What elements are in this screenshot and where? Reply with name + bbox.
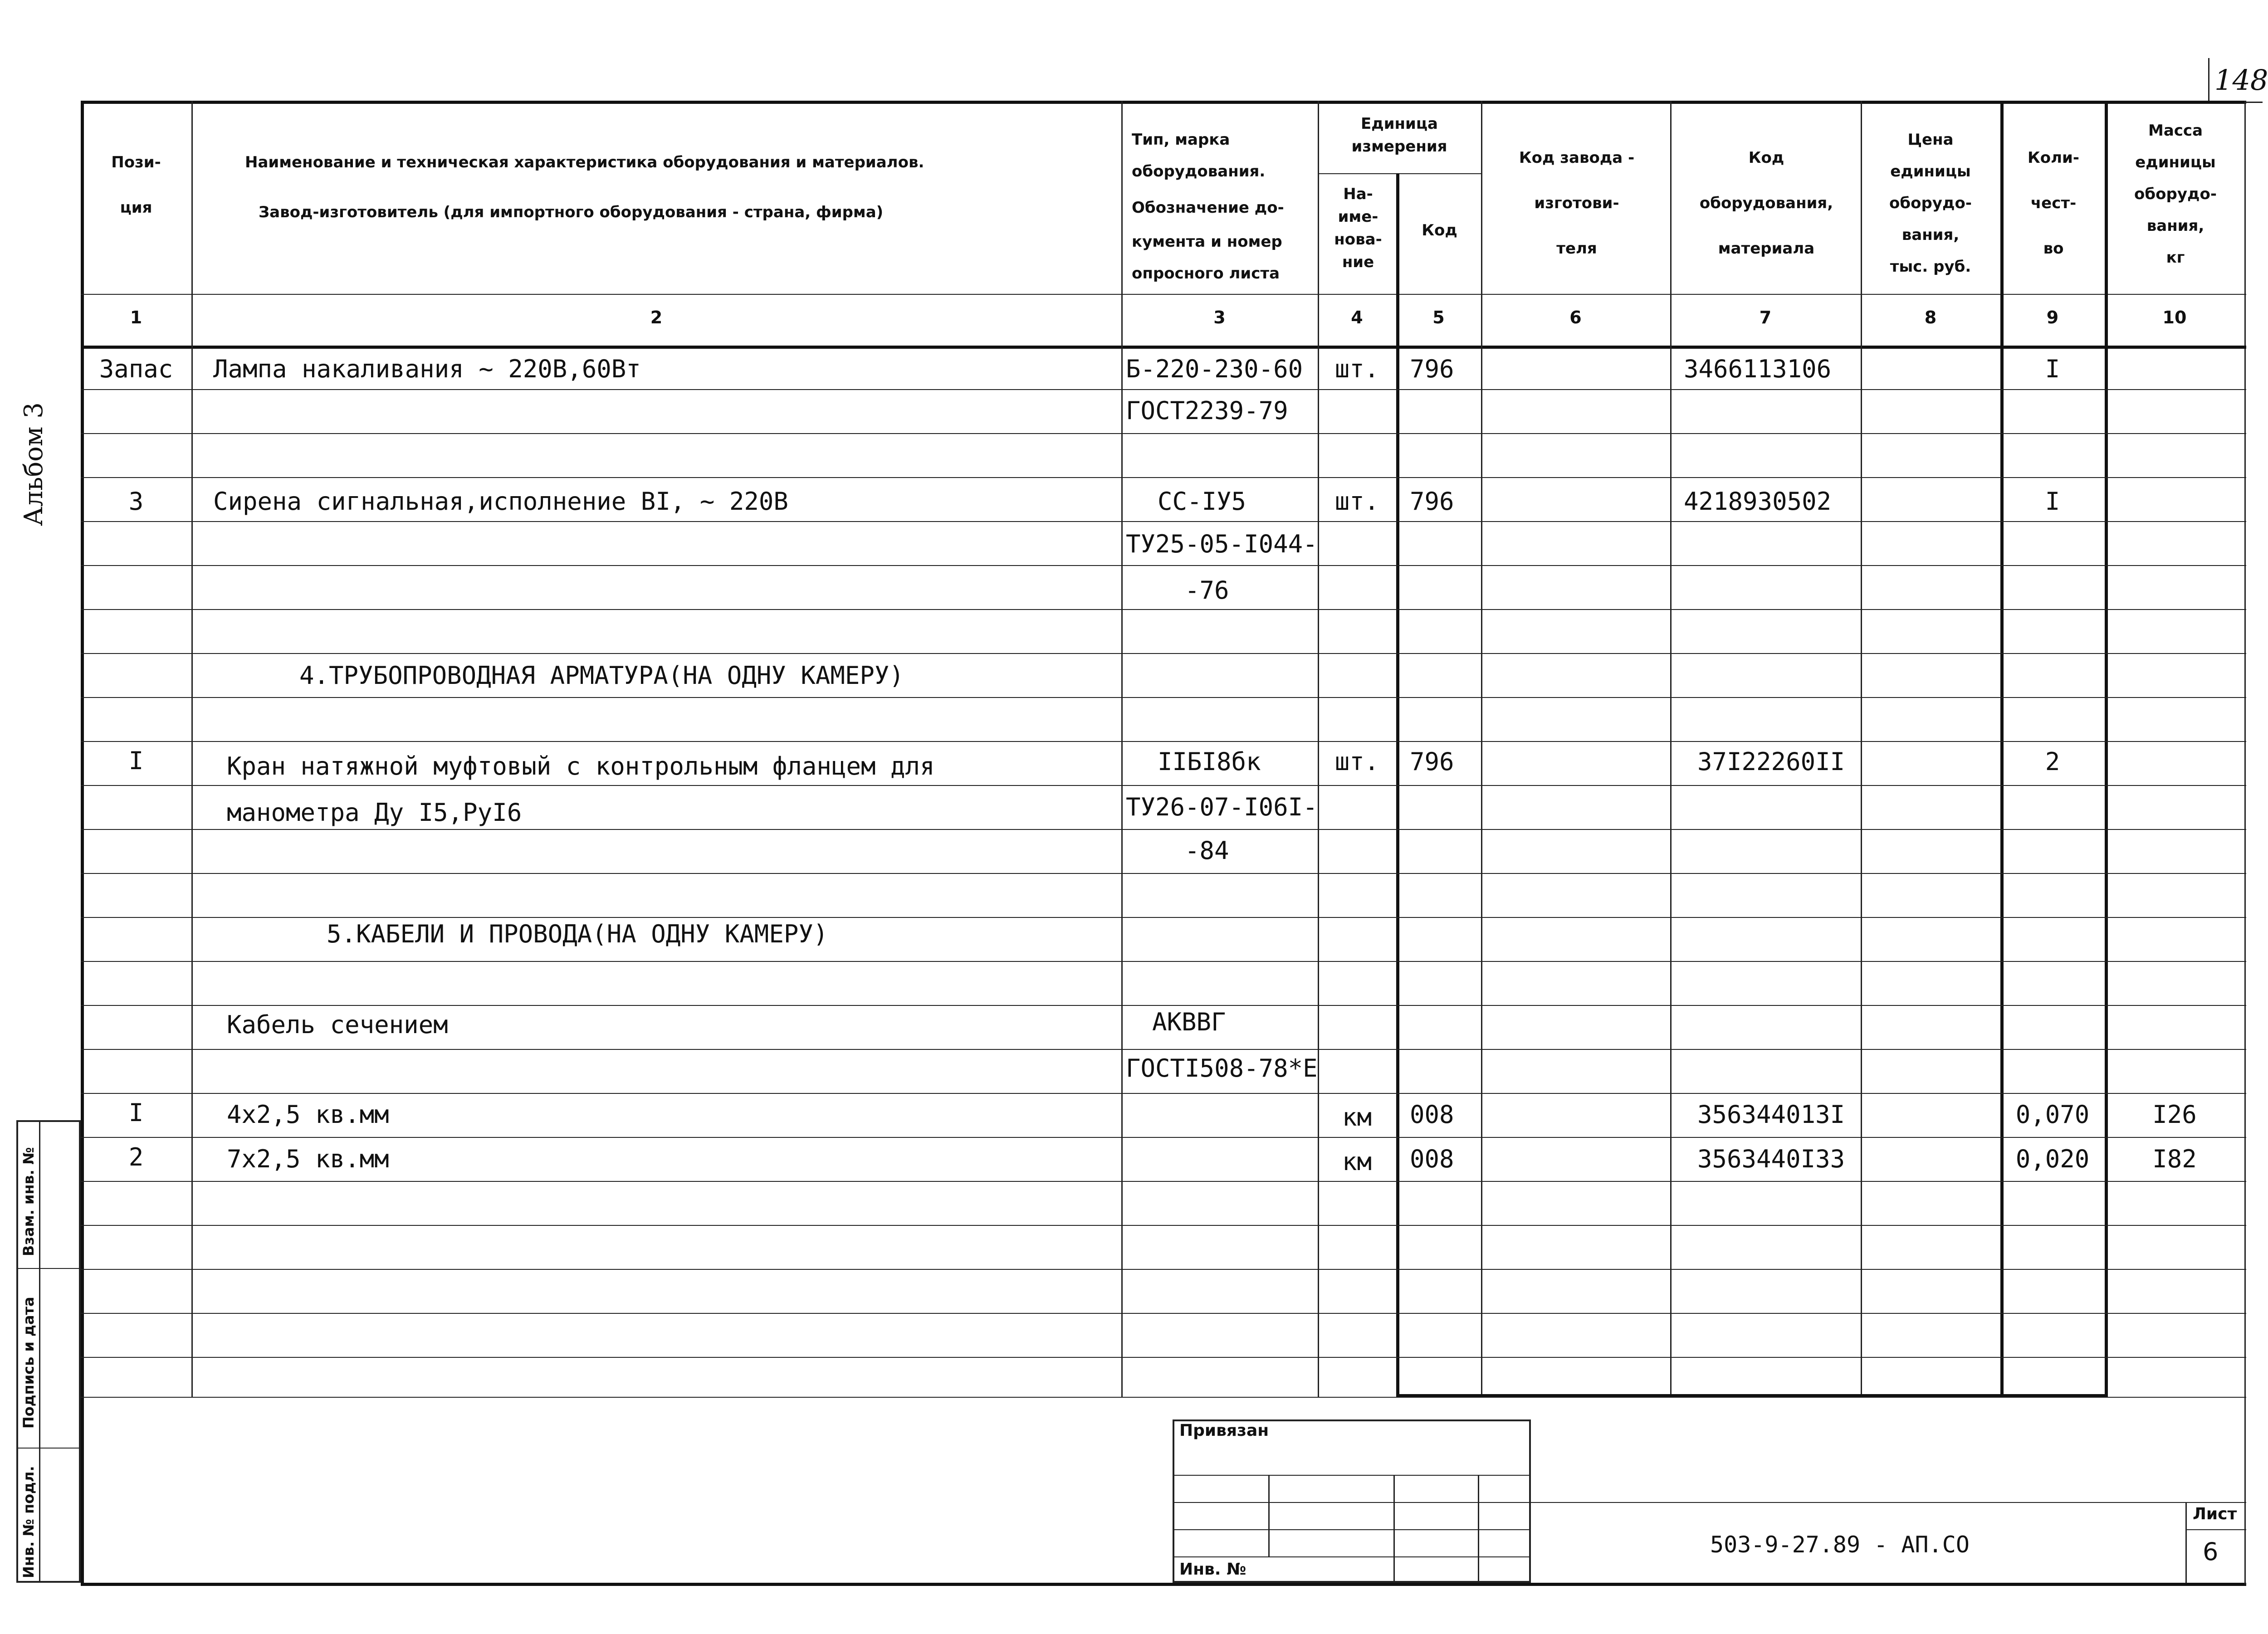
album-label: Альбом 3 (19, 402, 49, 526)
sheet-label: Лист (2193, 1505, 2237, 1523)
sheet-number: 6 (2203, 1537, 2219, 1566)
privyazan-label: Привязан (1179, 1421, 1269, 1440)
replace-inv-label: Взам. инв. № (20, 1147, 37, 1256)
page-number: 148 (2214, 63, 2268, 97)
original-inv-label: Инв. № подл. (20, 1466, 37, 1578)
page-number-box (2208, 58, 2268, 103)
signature-date-label: Подпись и дата (20, 1297, 37, 1429)
document-code: 503-9-27.89 - АП.СО (1710, 1532, 1970, 1558)
inv-no-label: Инв. № (1179, 1560, 1246, 1579)
